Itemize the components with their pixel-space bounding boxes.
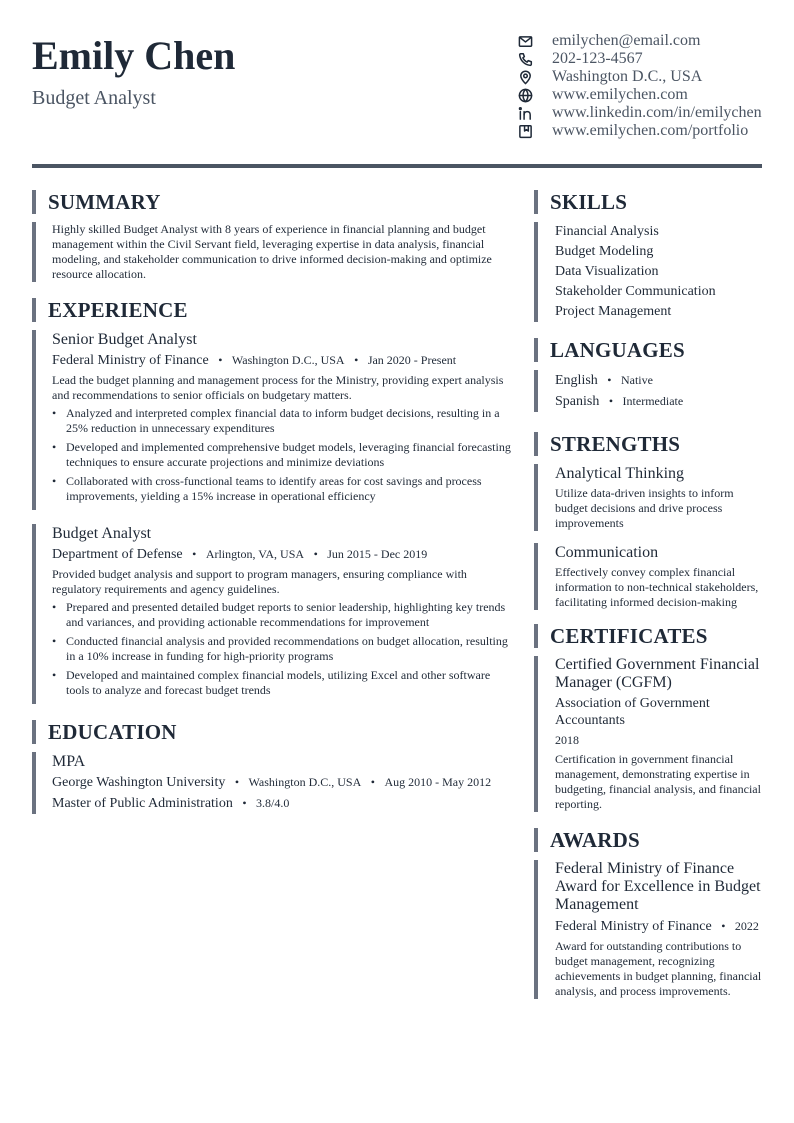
award-year: 2022 [734,919,759,933]
certificate-title: Certified Government Financial Manager (CGFM) [555,656,760,691]
strength-item [534,543,766,610]
portfolio-link[interactable]: www.emilychen.com/portfolio [552,122,749,139]
left-column [32,190,512,830]
contact-list [518,32,768,140]
certificate-text: Certification in government financial management, demonstrating expertise in budgeting, financial analysis, and financial reporting. [555,752,761,811]
languages-heading: LANGUAGES [534,338,766,362]
job-org: Department of Defense [52,547,183,562]
school-location: Washington D.C., USA [248,775,362,789]
skill-item: Budget Modeling [555,244,654,259]
right-column [534,190,766,1015]
linkedin-icon [518,104,552,122]
job-meta [52,350,512,371]
award-item [534,860,766,999]
job-org: Federal Ministry of Finance [52,353,209,368]
experience-section [32,298,512,704]
award-meta [555,916,766,937]
certificate-org: Association of Government Accountants [555,696,710,728]
job-location: Washington D.C., USA [231,353,345,367]
phone-icon [518,50,552,68]
certificates-heading: CERTIFICATES [534,624,766,648]
bullet-item: • Developed and implemented comprehensive budget models, leveraging financial forecasting techniques to ensure accurate projections and minimize deviations [52,440,512,470]
education-section [32,720,512,814]
job-bullets [52,406,512,504]
job-dates: Jun 2015 - Dec 2019 [327,547,428,561]
header-divider [32,164,762,168]
certificate-year: 2018 [555,733,579,747]
candidate-name: Emily Chen [32,33,236,78]
job-location: Arlington, VA, USA [205,547,305,561]
contact-email[interactable] [518,32,768,50]
gpa: 3.8/4.0 [256,796,290,810]
language-name: English [555,373,598,388]
job-description: Provided budget analysis and support to program managers, ensuring compliance with regulatory requirements and agency guidelines. [52,567,467,596]
award-text: Award for outstanding contributions to budget management, recognizing achievements in budget planning, financial analysis, and process improvements. [555,939,762,998]
degree-line [52,793,512,814]
skill-item: Stakeholder Communication [555,284,716,299]
contact-location [518,68,768,86]
linkedin-link[interactable]: www.linkedin.com/in/emilychen [552,104,762,121]
location-icon [518,68,552,86]
languages-section [534,338,766,412]
experience-heading: EXPERIENCE [32,298,512,322]
summary-text: Highly skilled Budget Analyst with 8 years of experience in financial planning and budget management within the Civil Servant field, leveraging expertise in data analysis, financial modeling, and stakeholder communication to drive informed decision-making and optimize resource allocation. [52,222,492,281]
summary-heading: SUMMARY [32,190,512,214]
email-text[interactable]: emilychen@email.com [552,32,701,49]
summary-body [32,222,512,282]
contact-phone[interactable] [518,50,768,68]
mail-icon [518,32,552,50]
separator-dot: • [192,547,197,561]
contact-portfolio[interactable] [518,122,768,140]
education-item [32,752,512,814]
skill-item: Data Visualization [555,264,659,279]
separator-dot: • [370,775,375,789]
school-name: George Washington University [52,775,226,790]
separator-dot: • [234,775,240,789]
contact-linkedin[interactable] [518,104,768,122]
resume-header [32,30,762,150]
award-org: Federal Ministry of Finance [555,919,712,934]
award-title: Federal Ministry of Finance Award for Excellence in Budget Management [555,860,761,913]
globe-icon [518,86,552,104]
certificates-section [534,624,766,812]
language-item [555,391,766,412]
skills-heading: SKILLS [534,190,766,214]
experience-item [32,330,512,510]
bookmark-icon [518,122,552,140]
strength-text: Effectively convey complex financial information to non-technical stakeholders, facilitating informed decision-making [555,565,759,609]
strength-title: Analytical Thinking [555,465,685,482]
separator-dot: • [721,919,726,933]
bullet-item: • Analyzed and interpreted complex financial data to inform budget decisions, resulting in a 25% reduction in unnecessary expenditures [52,406,512,436]
strengths-section [534,432,766,610]
job-meta [52,544,512,565]
separator-dot: • [608,394,614,408]
separator-dot: • [354,353,359,367]
website-link[interactable]: www.emilychen.com [552,86,688,103]
bullet-item: • Collaborated with cross-functional teams to identify areas for cost savings and process improvements, yielding a 15% increase in operational efficiency [52,474,512,504]
languages-list [534,370,766,412]
contact-website[interactable] [518,86,768,104]
job-dates: Jan 2020 - Present [367,353,457,367]
certificate-item [534,656,766,812]
awards-heading: AWARDS [534,828,766,852]
skill-item: Project Management [555,304,672,319]
separator-dot: • [607,373,612,387]
awards-section [534,828,766,999]
education-dates: Aug 2010 - May 2012 [384,775,492,789]
job-description: Lead the budget planning and management process for the Ministry, providing expert analysis and recommendations to senior officials on budgetary matters. [52,373,504,402]
bullet-item: • Prepared and presented detailed budget reports to senior leadership, highlighting key trends and variances, and providing actionable recommendations for improvement [52,600,512,630]
degree-name: Master of Public Administration [52,796,233,811]
separator-dot: • [218,353,223,367]
education-meta [52,772,512,793]
separator-dot: • [242,796,247,810]
job-title: Senior Budget Analyst [52,331,197,348]
language-level: Intermediate [622,394,684,408]
summary-section [32,190,512,282]
bullet-item: • Conducted financial analysis and provided recommendations on budget allocation, resulting in a 10% increase in funding for high-priority programs [52,634,512,664]
skills-section [534,190,766,322]
skill-item: Financial Analysis [555,224,659,239]
job-bullets [52,600,512,698]
strength-title: Communication [555,544,659,561]
language-level: Native [620,373,653,387]
bullet-item: • Developed and maintained complex financial models, utilizing Excel and other software tools to analyze and forecast budget trends [52,668,512,698]
language-name: Spanish [555,394,600,409]
experience-item [32,524,512,704]
education-heading: EDUCATION [32,720,512,744]
candidate-title: Budget Analyst [32,87,156,109]
skills-list [534,222,766,322]
location-text: Washington D.C., USA [552,68,703,85]
strengths-heading: STRENGTHS [534,432,766,456]
language-item [555,370,766,391]
separator-dot: • [313,547,318,561]
strength-item [534,464,766,531]
strength-text: Utilize data-driven insights to inform budget decisions and drive process improvements [555,486,734,530]
job-title: Budget Analyst [52,525,152,542]
degree-short: MPA [52,753,86,770]
phone-text[interactable]: 202-123-4567 [552,50,643,67]
